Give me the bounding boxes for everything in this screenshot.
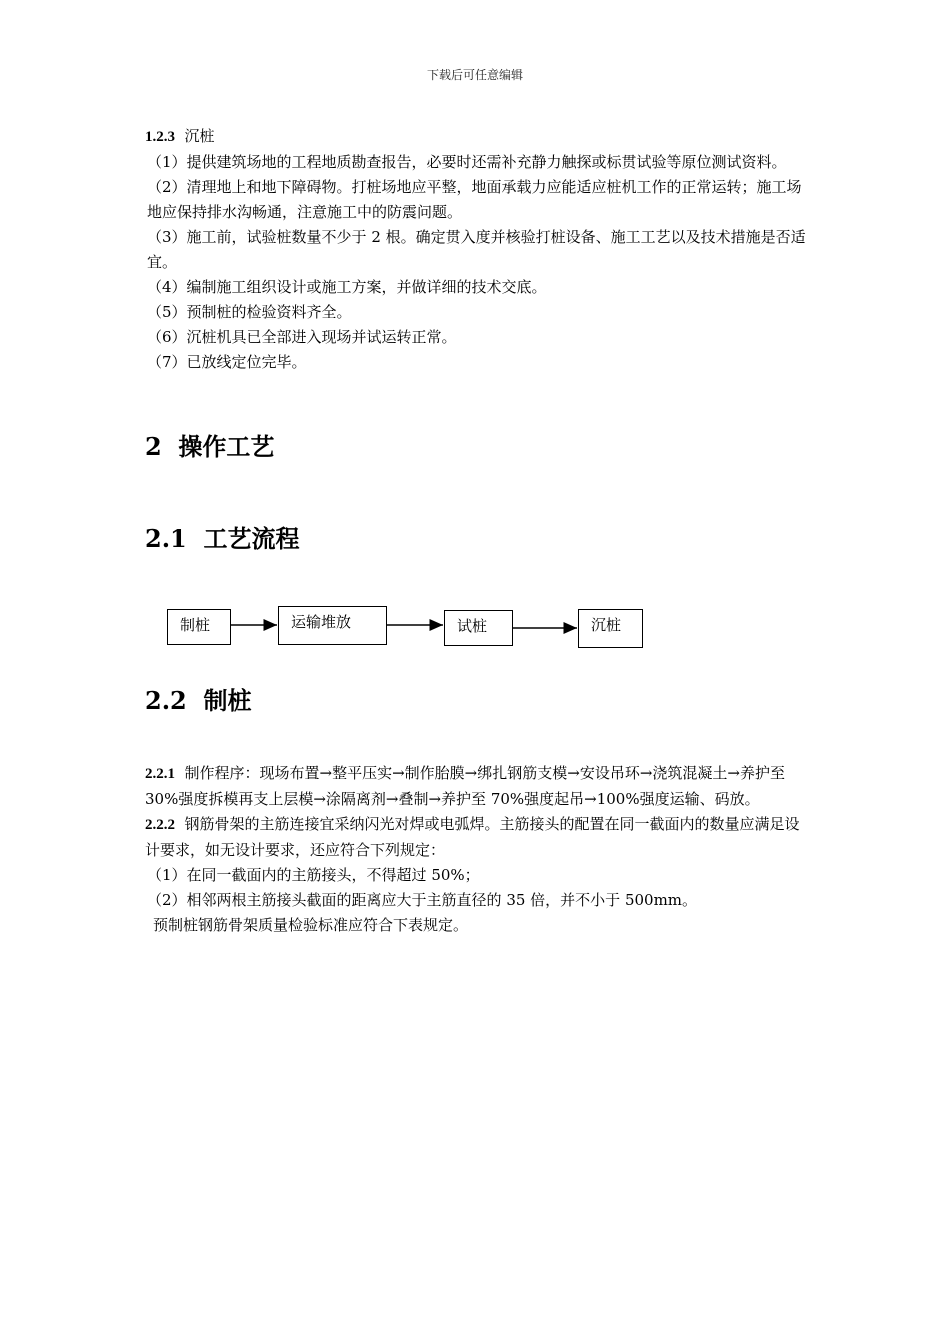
flow-step-make-pile: 制桩 xyxy=(167,609,231,645)
page-header-note: 下载后可任意编辑 xyxy=(426,68,523,82)
section-number: 1.2.3 xyxy=(145,129,175,145)
list-item: （2）清理地上和地下障碍物。打桩场地应平整，地面承载力应能适应桩机工作的正常运转；施工场地应保持排水沟畅通，注意施工中的防震问题。 xyxy=(147,178,802,221)
flow-step-test-pile: 试桩 xyxy=(444,610,513,646)
section-text: 钢筋骨架的主筋连接宜采纳闪光对焊或电弧焊。主筋接头的配置在同一截面内的数量应满足设计要求，如无设计要求，还应符合下列规定： xyxy=(145,815,800,859)
list-item: （1）在同一截面内的主筋接头，不得超过 50%； xyxy=(147,866,480,884)
list-item: （2）相邻两根主筋接头截面的距离应大于主筋直径的 35 倍，并不小于 500mm。 xyxy=(147,891,698,909)
section-number: 2.2.2 xyxy=(145,817,175,833)
heading-title: 制桩 xyxy=(203,686,252,715)
heading-number: 2.1 xyxy=(145,524,187,553)
heading-title: 操作工艺 xyxy=(178,432,275,461)
list-item: （7）已放线定位完毕。 xyxy=(147,353,307,371)
flow-step-transport-stack: 运输堆放 xyxy=(278,606,387,645)
section-2-2-1 xyxy=(145,761,810,812)
list-item: （4）编制施工组织设计或施工方案，并做详细的技术交底。 xyxy=(147,278,547,296)
list-item: （1）提供建筑场地的工程地质勘查报告，必要时还需补充静力触探或标贯试验等原位测试资料。 xyxy=(147,153,787,171)
heading-number: 2 xyxy=(145,432,162,461)
section-2-2 xyxy=(145,761,810,938)
heading-title: 工艺流程 xyxy=(203,524,300,553)
flow-step-sink-pile: 沉桩 xyxy=(578,609,643,648)
section-text: 制作程序：现场布置→整平压实→制作胎膜→绑扎钢筋支模→安设吊环→浇筑混凝土→养护至 30%强度拆模再支上层模→涂隔离剂→叠制→养护至 70%强度起吊→100%强度运输、码放。 xyxy=(145,764,785,808)
section-title: 沉桩 xyxy=(184,127,215,145)
section-2-2-2 xyxy=(145,812,810,863)
heading-number: 2.2 xyxy=(145,686,187,715)
closing-sentence: 预制桩钢筋骨架质量检验标准应符合下表规定。 xyxy=(153,916,469,934)
list-item: （5）预制桩的检验资料齐全。 xyxy=(147,303,352,321)
list-item: （6）沉桩机具已全部进入现场并试运转正常。 xyxy=(147,328,457,346)
heading-2-2 xyxy=(145,681,251,716)
list-item: （3）施工前，试验桩数量不少于 2 根。确定贯入度并核验打桩设备、施工工艺以及技术措施是否适宜。 xyxy=(147,228,806,271)
section-number: 2.2.1 xyxy=(145,766,175,782)
